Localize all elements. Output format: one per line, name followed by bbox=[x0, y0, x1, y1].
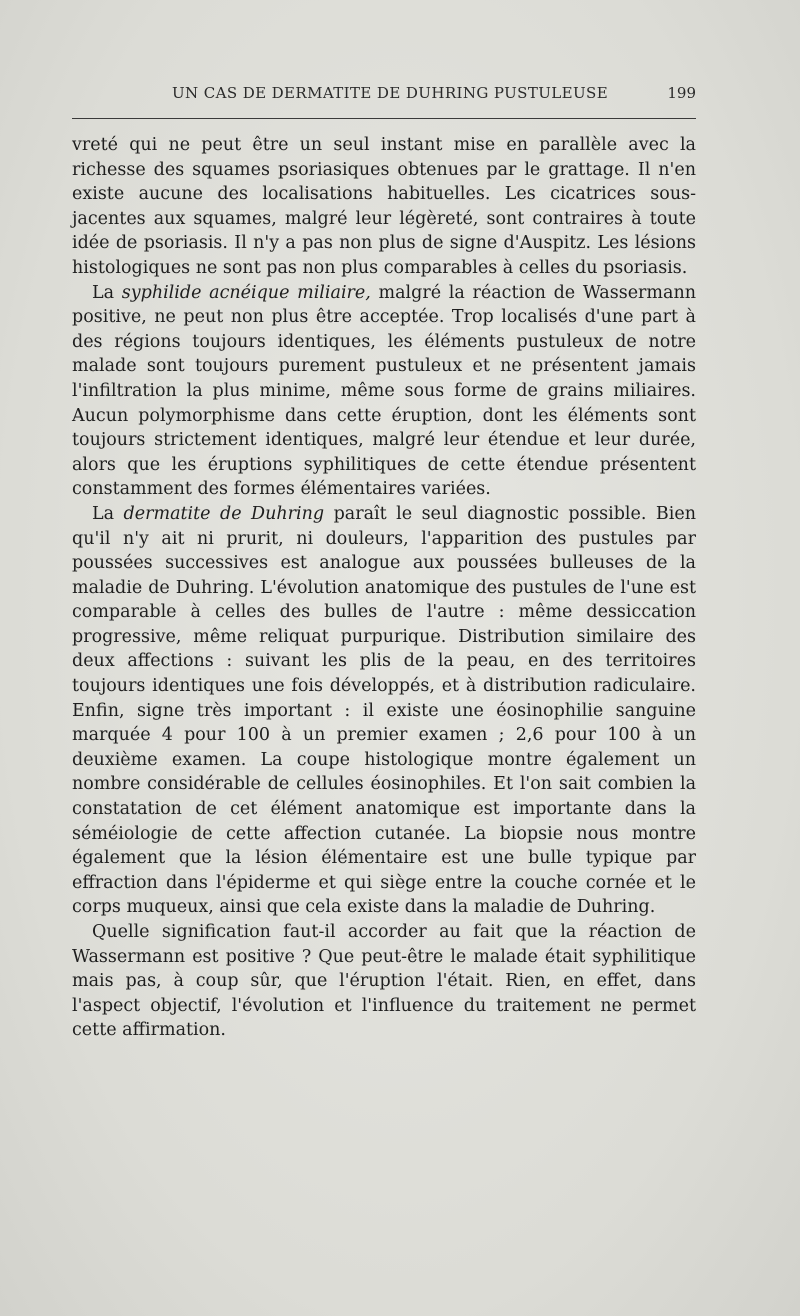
page-header bbox=[72, 84, 696, 108]
paragraph-lead: La bbox=[92, 282, 122, 303]
paragraph-body: paraît le seul diagnostic possible. Bien qu'il n'y ait ni prurit, ni douleurs, l'apparition des pustules par poussées successives est analogue aux poussées bulleuses de la maladie de Duhring. L'évolution anatomique des pustules de l'une est comparable à celles des bulles de l'autre : même dessiccation progressive, même reliquat purpurique. Distribution similaire des deux affections : suivant les plis de la peau, en des territoires toujours identiques une fois développés, et à distribution radiculaire. Enfin, signe très important : il existe une éosinophilie sanguine marquée 4 pour 100 à un premier examen ; 2,6 pour 100 à un deuxième examen. La coupe histologique montre également un nombre considérable de cellules éosinophiles. Et l'on sait combien la constatation de cet élément anatomique est importante dans la séméiologie de cette affection cutanée. La biopsie nous montre également que la lésion élémentaire est une bulle typique par effraction dans l'épiderme et qui siège entre la couche cornée et le corps muqueux, ainsi que cela existe dans la maladie de Duhring. bbox=[72, 503, 696, 918]
header-rule bbox=[72, 118, 696, 119]
paragraph-continuation: vreté qui ne peut être un seul instant mise en parallèle avec la richesse des squames psoriasiques obtenues par le grattage. Il n'en existe aucune des localisations habituelles. Les cicatrices sous-jacentes aux squames, malgré leur légèreté, sont contraires à toute idée de psoriasis. Il n'y a pas non plus de signe d'Auspitz. Les lésions histologiques ne sont pas non plus comparables à celles du psoriasis. bbox=[72, 135, 696, 278]
body-text bbox=[72, 133, 696, 1043]
paragraph-wassermann: Quelle signification faut-il accorder au fait que la réaction de Wassermann est positive ? Que peut-être le malade était syphilitique mais pas, à coup sûr, que l'éruption l'était. Rien, en effet, dans l'aspect objectif, l'évolution et l'influence du traitement ne permet cette affirmation. bbox=[72, 922, 696, 1041]
paragraph-dermatite bbox=[72, 502, 696, 920]
italic-term-syphilide: syphilide acnéique miliaire, bbox=[121, 282, 371, 303]
paragraph-body: malgré la réaction de Wassermann positive, ne peut non plus être acceptée. Trop localisés d'une part à des régions toujours identiques, les éléments pustuleux de notre malade sont toujours purement pustuleux et ne présentent jamais l'infiltration la plus minime, même sous forme de grains miliaires. Aucun polymorphisme dans cette éruption, dont les éléments sont toujours strictement identiques, malgré leur étendue et leur durée, alors que les éruptions syphilitiques de cette étendue présentent constamment des formes élémentaires variées. bbox=[72, 282, 696, 500]
paragraph-lead: La bbox=[92, 503, 124, 524]
page-number: 199 bbox=[667, 84, 696, 102]
italic-term-dermatite: dermatite de Duhring bbox=[123, 503, 325, 524]
running-title: UN CAS DE DERMATITE DE DUHRING PUSTULEUSE bbox=[172, 84, 609, 102]
paragraph-syphilide bbox=[72, 281, 696, 502]
